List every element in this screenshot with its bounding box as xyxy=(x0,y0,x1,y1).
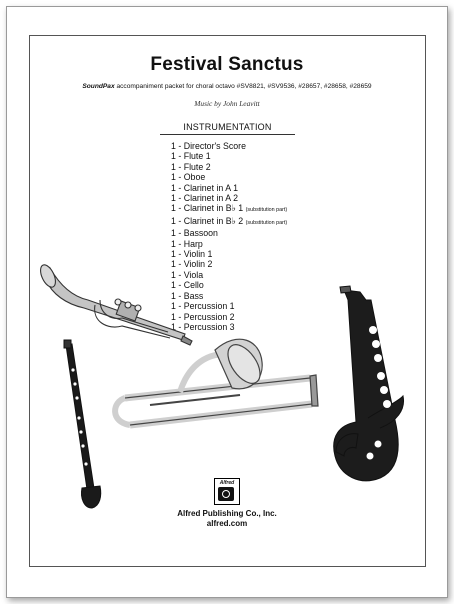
part-label: 1 - Oboe xyxy=(171,172,206,183)
part-label: 1 - Cello xyxy=(171,280,204,291)
part-label: 1 - Clarinet in A 1 xyxy=(171,182,238,193)
alfred-logo xyxy=(214,478,240,505)
brand-name: SoundPax xyxy=(82,83,115,90)
page-title: Festival Sanctus xyxy=(150,54,304,75)
clarinet-illustration xyxy=(64,340,101,508)
part-label: 1 - Viola xyxy=(171,269,204,280)
part-label: 1 - Bass xyxy=(171,290,204,301)
part-label: 1 - Percussion 1 xyxy=(171,301,235,312)
saxophone-illustration xyxy=(334,286,404,481)
part-label: 1 - Violin 1 xyxy=(171,249,213,260)
instrumentation-heading: INSTRUMENTATION xyxy=(160,122,295,135)
part-label: 1 - Clarinet in B♭ 2 xyxy=(171,215,244,226)
trombone-illustration xyxy=(115,339,318,425)
part-label: 1 - Percussion 3 xyxy=(171,321,235,332)
part-label: 1 - Flute 2 xyxy=(171,161,211,172)
subtitle-text: accompaniment packet for choral octavo #SV8821, #SV9536, #28657, #28658, #28659 xyxy=(114,83,372,90)
part-label: 1 - Violin 2 xyxy=(171,259,213,270)
part-label: 1 - Flute 1 xyxy=(171,151,211,162)
logo-mark-icon xyxy=(218,487,234,501)
logo-text: Alfred xyxy=(219,480,235,486)
part-note: (substitution part) xyxy=(245,219,288,226)
part-label: 1 - Director's Score xyxy=(171,141,247,151)
part-note: (substitution part) xyxy=(245,207,288,214)
part-label: 1 - Clarinet in B♭ 1 xyxy=(171,203,244,214)
publisher-website: alfred.com xyxy=(206,519,248,528)
publisher-name: Alfred Publishing Co., Inc. xyxy=(177,509,277,518)
part-label: 1 - Clarinet in A 2 xyxy=(171,193,238,204)
part-label: 1 - Bassoon xyxy=(171,228,218,239)
part-label: 1 - Harp xyxy=(171,238,203,249)
part-label: 1 - Percussion 2 xyxy=(171,311,235,322)
trumpet-illustration xyxy=(37,263,192,345)
composer-credit: Music by John Leavitt xyxy=(194,99,260,108)
